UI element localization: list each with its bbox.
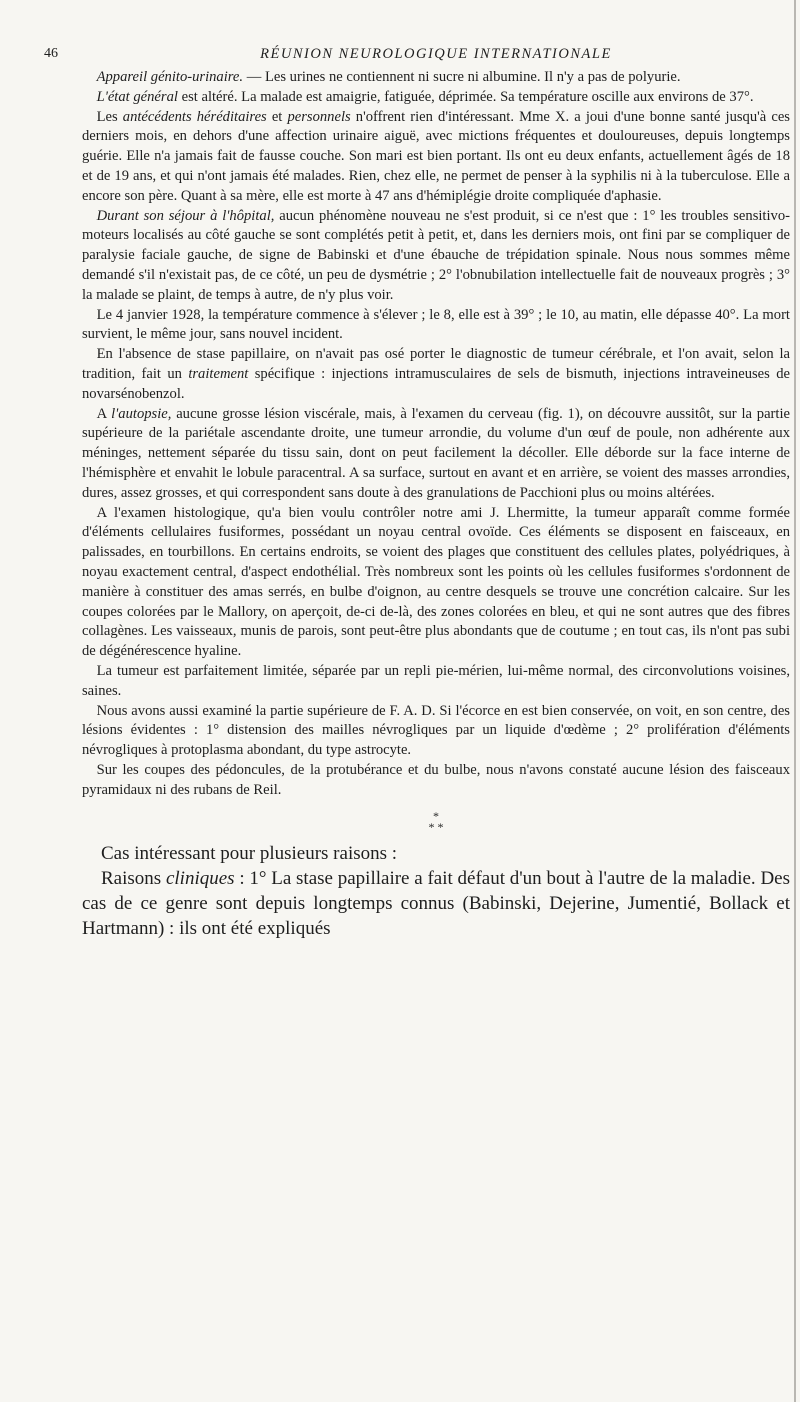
- large-text-section: [82, 841, 790, 941]
- paragraph-text: aucun phénomène nouveau ne s'est produit, si ce n'est que : 1° les troubles sensitivo-moteurs localisés au côté gauche se sont complétés petit à petit, et, dans les derniers mois, ont fini par se compliquer de paralysie faciale gauche, de signe de Babinski et d'une ébauche de trépidation spinale. Nous nous sommes même demandé s'il n'existait pas, de ce côté, un peu de dysmétrie ; 2° l'obnubilation intellectuelle fait de nouveaux progrès ; 3° la malade se plaint, de temps à autre, de n'y plus voir.: [82, 207, 790, 303]
- paragraph-text: A l'examen histologique, qu'a bien voulu contrôler notre ami J. Lhermitte, la tumeur apparaît comme formée d'éléments cellulaires fusiformes, possédant un noyau central ovoïde. Ces éléments se disposent en faisceaux, en palissades, en tourbillons. En certains endroits, se voient des plages que constituent des cellules plates, polyédriques, à noyau exactement central, d'aspect endothélial. Très nombreux sont les points où les cellules fusiformes s'ordonnent de manière à constituer des amas serrés, en bulbe d'oignon, au centre desquels se trouve une concrétion calcaire. Sur les coupes colorées par le Mallory, on aperçoit, de-ci de-là, des zones colorées en bleu, et qui ne sont autres que des fibres collagènes. Les vaisseaux, munis de parois, sont peut-être plus abondants que de coutume ; en tout cas, ils n'ont pas subi de dégénérescence hyaline.: [82, 504, 790, 660]
- paragraph-text: En l'absence de stase papillaire, on n'avait pas osé porter le diagnostic de tumeur cérébrale, et l'on avait, selon la tradition, fait un: [82, 346, 790, 382]
- lead-italic: antécédents héréditaires: [122, 108, 267, 125]
- lead-italic-2: personnels: [287, 108, 351, 125]
- paragraph-post: spécifique : injections intramusculaires de sels de bismuth, injections intraveineuses de novarsénobenzol.: [82, 365, 790, 402]
- paragraph-fad: [82, 702, 790, 761]
- large-paragraph-text: : 1° La stase papillaire a fait défaut d'un bout à l'autre de la maladie. Des cas de ce genre sont depuis longtemps connus (Babinski, Dejerine, Jumentié, Bollack et Hartmann) : ils ont été expliqués: [82, 868, 791, 940]
- separator-stars-bottom: * *: [428, 820, 444, 835]
- paragraph-text: n'offrent rien d'intéressant. Mme X. a joui d'une bonne santé jusqu'à ces derniers mois, en dehors d'une affection urinaire aiguë, avec mictions fréquentes et douloureuses, depuis longtemps guérie. Elle n'a jamais fait de fausse couche. Son mari est bien portant. Ils ont eu deux enfants, actuellement âgés de 18 et de 19 ans, et qui n'ont jamais été malades. Rien, chez elle, ne permet de penser à la syphilis ni à la tuberculose. Elle a encore son père. Quant à sa mère, elle est morte à 47 ans d'hémiplégie droite compliquée d'aphasie.: [82, 108, 790, 204]
- separator-star-top: *: [433, 809, 439, 824]
- large-lead-italic: cliniques: [165, 868, 235, 890]
- lead-italic: Appareil génito-urinaire.: [96, 69, 244, 85]
- paragraph-autopsie: [82, 405, 790, 504]
- paragraph-text: — Les urines ne contiennent ni sucre ni albumine. Il n'y a pas de polyurie.: [243, 69, 681, 85]
- paragraph-text: Sur les coupes des pédoncules, de la protubérance et du bulbe, nous n'avons constaté aucune lésion des faisceaux pyramidaux ni des rubans de Reil.: [82, 761, 790, 798]
- lead-italic: traitement: [188, 365, 249, 382]
- paragraph-pre: Les: [96, 108, 123, 125]
- running-title: RÉUNION NEUROLOGIQUE INTERNATIONALE: [260, 46, 612, 62]
- paragraph-text: Le 4 janvier 1928, la température commence à s'élever ; le 8, elle est à 39° ; le 10, au matin, elle dépasse 40°. La mort survient, le même jour, sans nouvel incident.: [82, 306, 790, 343]
- paragraph-etat-general: [82, 88, 790, 108]
- large-intro-text: Cas intéressant pour plusieurs raisons :: [101, 843, 398, 865]
- section-separator: [82, 811, 790, 833]
- paragraph-text: La tumeur est parfaitement limitée, séparée par un repli pie-mérien, lui-même normal, des circonvolutions voisines, saines.: [82, 662, 790, 699]
- lead-italic: L'état général: [96, 88, 178, 105]
- page: [44, 40, 791, 941]
- page-edge-line: [794, 0, 796, 1402]
- large-paragraph: [82, 866, 790, 941]
- paragraph-traitement: [82, 345, 790, 404]
- lead-italic: l'autopsie,: [111, 405, 172, 422]
- running-header: [44, 40, 790, 68]
- large-paragraph-pre: Raisons: [101, 868, 166, 890]
- paragraph-pre: A: [96, 405, 112, 422]
- page-number: 46: [44, 46, 58, 61]
- paragraph-temperature: [82, 306, 790, 346]
- paragraph-text: aucune grosse lésion viscérale, mais, à l'examen du cerveau (fig. 1), on découvre aussitôt, sur la partie supérieure de la pariétale ascendante droite, une tumeur arrondie, du volume d'un œuf de poule, non adhérente aux méninges, nettement séparée du tissu sain, dont on peut facilement la décoller. Elle déborde sur la face interne de l'hémisphère et envahit le lobule paracentral. A sa surface, surtout en avant et en arrière, se voient des masses arrondies, dures, assez grosses, et qui correspondent sans doute à des granulations de Pacchioni plus ou moins altérées.: [82, 405, 790, 501]
- lead-italic: Durant son séjour à l'hôpital,: [96, 207, 275, 224]
- paragraph-sejour-hopital: [82, 207, 790, 306]
- large-intro: [82, 841, 790, 866]
- paragraph-histologique: [82, 504, 790, 662]
- paragraph-text: est altéré. La malade est amaigrie, fatiguée, déprimée. Sa température oscille aux environs de 37°.: [177, 88, 754, 105]
- paragraph-genito-urinaire: [82, 68, 790, 88]
- article-body: [82, 68, 790, 800]
- paragraph-tumeur-limitee: [82, 662, 790, 702]
- paragraph-text: Nous avons aussi examiné la partie supérieure de F. A. D. Si l'écorce en est bien conservée, on voit, en son centre, des lésions évidentes : 1° distension des mailles névrogliques par un liquide d'œdème ; 2° prolifération d'éléments névrogliques à protoplasma abondant, du type astrocyte.: [82, 702, 790, 759]
- paragraph-antecedents: [82, 108, 790, 207]
- paragraph-mid: et: [266, 108, 288, 125]
- paragraph-pedoncules: [82, 761, 790, 801]
